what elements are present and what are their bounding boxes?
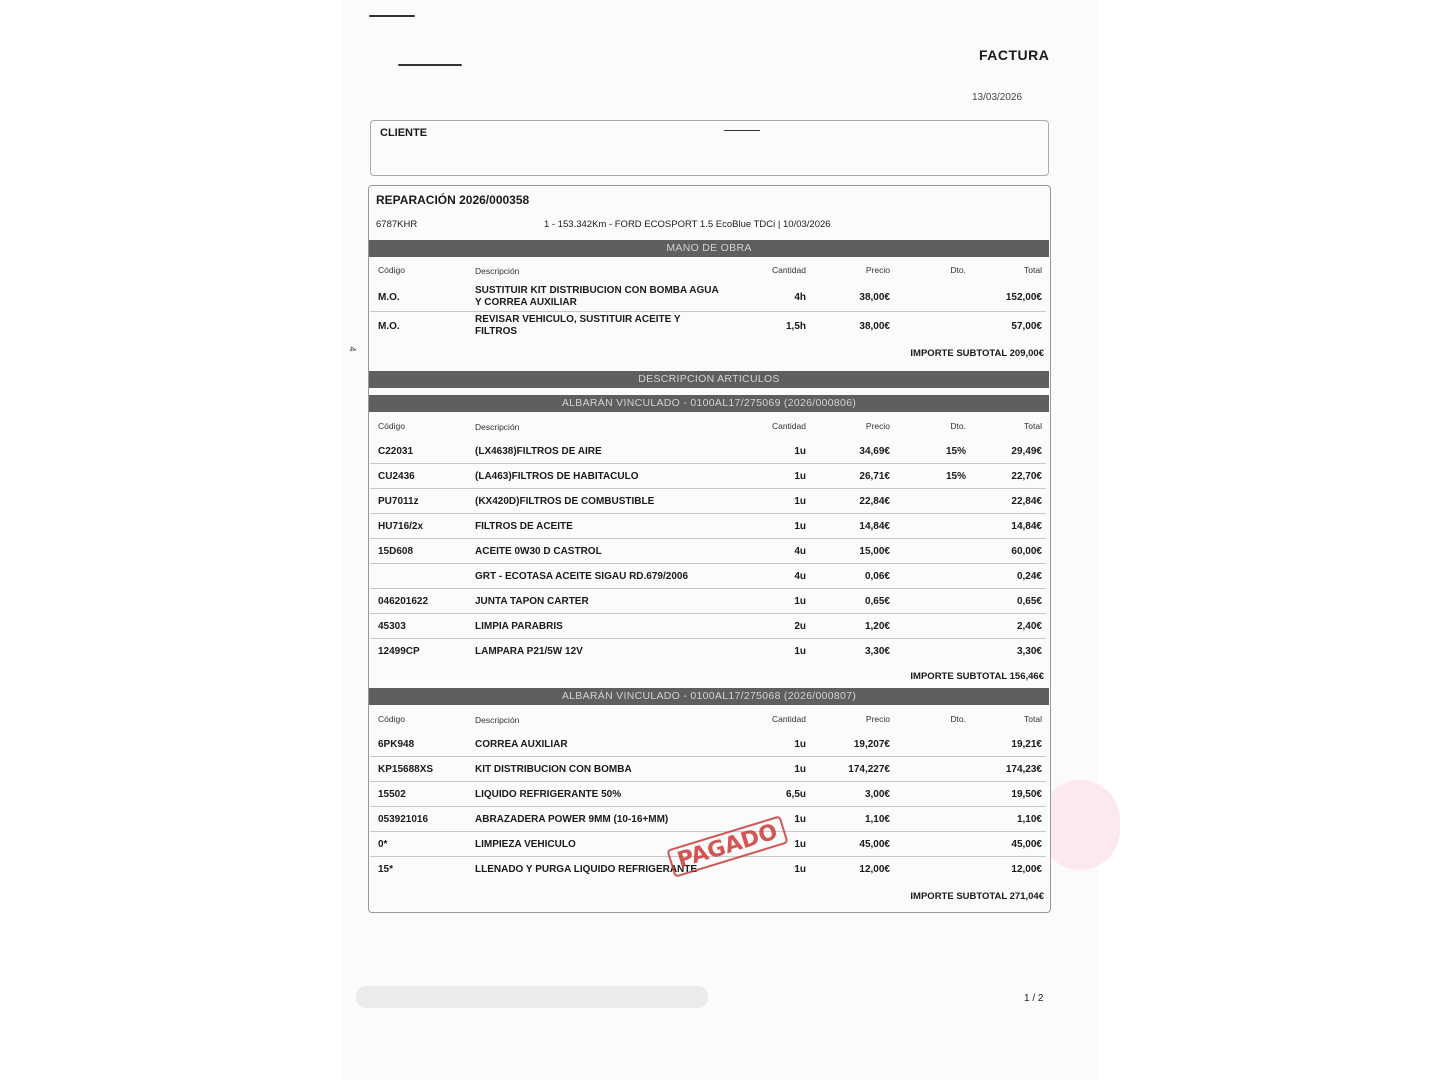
redaction-scribble [398, 64, 462, 66]
cell-description: (LA463)FILTROS DE HABITACULO [475, 471, 639, 482]
table-row [370, 464, 1046, 489]
cell-total: 29,49€ [1011, 446, 1042, 457]
header-quantity: Cantidad [771, 421, 806, 431]
cell-description: CORREA AUXILIAR [475, 739, 568, 750]
cell-total: 152,00€ [1005, 292, 1042, 303]
cell-discount: 15% [945, 471, 966, 482]
cell-code: M.O. [378, 292, 400, 303]
cell-total: 60,00€ [1011, 546, 1042, 557]
cell-quantity: 1u [794, 646, 806, 657]
cell-description: LIMPIEZA VEHICULO [475, 839, 576, 850]
cell-code: KP15688XS [378, 764, 434, 775]
header-quantity: Cantidad [771, 265, 806, 275]
cell-quantity: 1u [794, 446, 806, 457]
table-row [370, 564, 1046, 589]
labour-subtotal: IMPORTE SUBTOTAL 209,00€ [910, 348, 1044, 359]
cell-quantity: 4h [794, 292, 806, 303]
cell-price: 1,20€ [864, 621, 890, 632]
table-row [370, 312, 1046, 340]
cell-quantity: 1u [794, 839, 806, 850]
cell-quantity: 1u [794, 496, 806, 507]
cell-code: M.O. [378, 321, 400, 332]
header-code: Código [378, 265, 405, 275]
labour-band: MANO DE OBRA [369, 240, 1049, 257]
cell-total: 0,65€ [1016, 596, 1042, 607]
cell-price: 3,30€ [864, 646, 890, 657]
cell-total: 14,84€ [1011, 521, 1042, 532]
table-row [370, 589, 1046, 614]
table-row [370, 732, 1046, 757]
cell-total: 2,40€ [1016, 621, 1042, 632]
cell-code: 053921016 [378, 814, 429, 825]
table-row [370, 439, 1046, 464]
cell-discount: 15% [945, 446, 966, 457]
header-discount: Dto. [950, 265, 966, 275]
cell-total: 19,21€ [1011, 739, 1042, 750]
cell-description: KIT DISTRIBUCION CON BOMBA [475, 764, 632, 775]
cell-code: 6PK948 [378, 739, 415, 750]
cell-quantity: 4u [794, 546, 806, 557]
cell-quantity: 2u [794, 621, 806, 632]
cell-description: LIQUIDO REFRIGERANTE 50% [475, 789, 622, 800]
cell-quantity: 1u [794, 739, 806, 750]
cell-price: 1,10€ [864, 814, 890, 825]
cell-total: 45,00€ [1011, 839, 1042, 850]
cell-code: 15* [378, 864, 394, 875]
header-description: Descripción [475, 422, 520, 432]
cell-price: 15,00€ [859, 546, 890, 557]
cell-price: 38,00€ [859, 321, 890, 332]
cell-quantity: 6,5u [785, 789, 806, 800]
cell-price: 174,227€ [848, 764, 890, 775]
cell-quantity: 1u [794, 471, 806, 482]
table-row [370, 807, 1046, 832]
cell-price: 14,84€ [859, 521, 890, 532]
header-discount: Dto. [950, 421, 966, 431]
cell-price: 0,06€ [864, 571, 890, 582]
delivery1-subtotal: IMPORTE SUBTOTAL 156,46€ [910, 671, 1044, 682]
cell-price: 0,65€ [864, 596, 890, 607]
cell-code: HU716/2x [378, 521, 424, 532]
cell-description: SUSTITUIR KIT DISTRIBUCION CON BOMBA AGUA Y CORREA AUXILIAR [475, 285, 719, 308]
delivery-note-band: ALBARÁN VINCULADO - 0100AL17/275069 (2026/000806) [369, 395, 1049, 412]
cell-quantity: 1u [794, 521, 806, 532]
cell-code: 12499CP [378, 646, 420, 657]
cell-code: 15D608 [378, 546, 414, 557]
cell-price: 19,207€ [853, 739, 890, 750]
cell-quantity: 1u [794, 764, 806, 775]
header-price: Precio [865, 421, 890, 431]
cell-code: 45303 [378, 621, 406, 632]
cell-total: 22,84€ [1011, 496, 1042, 507]
cell-price: 22,84€ [859, 496, 890, 507]
header-total: Total [1024, 265, 1042, 275]
cell-price: 45,00€ [859, 839, 890, 850]
paid-stamp: PAGADO [666, 815, 788, 878]
header-code: Código [378, 714, 405, 724]
articles-band: DESCRIPCION ARTICULOS [369, 371, 1049, 388]
header-discount: Dto. [950, 714, 966, 724]
header-price: Precio [865, 714, 890, 724]
cell-code: C22031 [378, 446, 414, 457]
cell-total: 22,70€ [1011, 471, 1042, 482]
header-price: Precio [865, 265, 890, 275]
delivery-note-band: ALBARÁN VINCULADO - 0100AL17/275068 (2026/000807) [369, 688, 1049, 705]
table-row [370, 284, 1046, 312]
cell-total: 57,00€ [1011, 321, 1042, 332]
header-quantity: Cantidad [771, 714, 806, 724]
table-row [370, 514, 1046, 539]
cell-description: JUNTA TAPON CARTER [475, 596, 589, 607]
cell-description: LLENADO Y PURGA LIQUIDO REFRIGERANTE [475, 864, 698, 875]
cell-total: 174,23€ [1005, 764, 1042, 775]
vehicle-info: 1 - 153.342Km - FORD ECOSPORT 1.5 EcoBlue TDCi | 10/03/2026 [544, 219, 831, 230]
header-description: Descripción [475, 266, 520, 276]
client-box [370, 120, 1049, 176]
delivery2-subtotal: IMPORTE SUBTOTAL 271,04€ [910, 891, 1044, 902]
table-row [370, 757, 1046, 782]
cell-code: 15502 [378, 789, 406, 800]
client-label: CLIENTE [380, 127, 428, 139]
cell-description: REVISAR VEHICULO, SUSTITUIR ACEITE Y FILTROS [475, 314, 681, 337]
cell-code: 046201622 [378, 596, 429, 607]
table-row [370, 614, 1046, 639]
cell-code: 0* [378, 839, 388, 850]
cell-description: (LX4638)FILTROS DE AIRE [475, 446, 602, 457]
cell-total: 19,50€ [1011, 789, 1042, 800]
cell-total: 0,24€ [1016, 571, 1042, 582]
cell-price: 34,69€ [859, 446, 890, 457]
cell-quantity: 1u [794, 864, 806, 875]
cell-description: GRT - ECOTASA ACEITE SIGAU RD.679/2006 [475, 571, 689, 582]
vehicle-plate: 6787KHR [376, 219, 418, 230]
cell-description: ABRAZADERA POWER 9MM (10-16+MM) [475, 814, 669, 825]
side-mark: 4 [347, 346, 358, 352]
header-total: Total [1024, 714, 1042, 724]
cell-description: LIMPIA PARABRIS [475, 621, 563, 632]
cell-code: PU7011z [378, 496, 419, 507]
page-number: 1 / 2 [1024, 993, 1044, 1004]
cell-price: 26,71€ [859, 471, 890, 482]
cell-code: CU2436 [378, 471, 415, 482]
cell-quantity: 1u [794, 596, 806, 607]
cell-description: (KX420D)FILTROS DE COMBUSTIBLE [475, 496, 655, 507]
header-description: Descripción [475, 715, 520, 725]
cell-description: LAMPARA P21/5W 12V [475, 646, 583, 657]
document-date: 13/03/2026 [972, 92, 1023, 103]
header-code: Código [378, 421, 405, 431]
header-total: Total [1024, 421, 1042, 431]
cell-price: 38,00€ [859, 292, 890, 303]
table-row [370, 782, 1046, 807]
table-row [370, 539, 1046, 564]
blurred-footer [356, 986, 708, 1008]
cell-total: 12,00€ [1011, 864, 1042, 875]
cell-quantity: 1,5h [785, 321, 806, 332]
redaction-scribble [369, 15, 415, 17]
cell-price: 3,00€ [864, 789, 890, 800]
cell-quantity: 1u [794, 814, 806, 825]
table-row [370, 489, 1046, 514]
cell-quantity: 4u [794, 571, 806, 582]
cell-description: ACEITE 0W30 D CASTROL [475, 546, 602, 557]
cell-description: FILTROS DE ACEITE [475, 521, 573, 532]
cell-price: 12,00€ [859, 864, 890, 875]
table-row [370, 639, 1046, 663]
cell-total: 3,30€ [1016, 646, 1042, 657]
ink-smear [1040, 780, 1120, 870]
repair-title: REPARACIÓN 2026/000358 [376, 193, 530, 207]
document-type: FACTURA [979, 47, 1050, 63]
cell-total: 1,10€ [1016, 814, 1042, 825]
